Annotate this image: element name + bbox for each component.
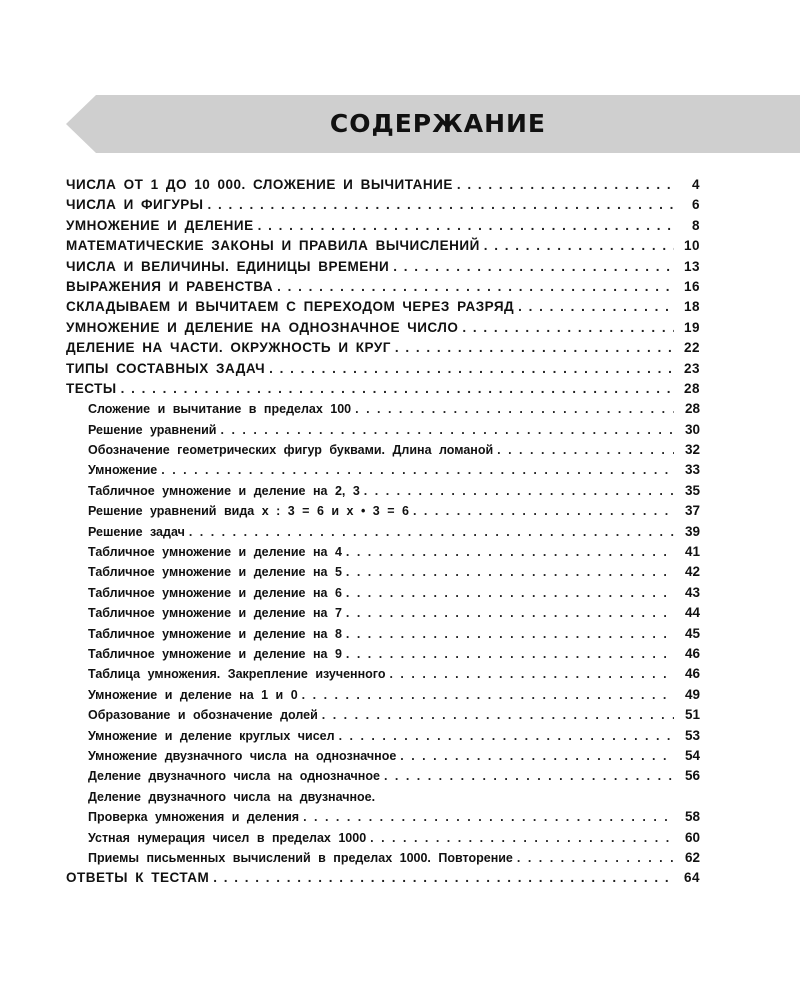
toc-page-number: 64 (683, 870, 700, 886)
toc-subsection-row[interactable] (66, 420, 700, 440)
toc-leader-dots (517, 848, 674, 868)
toc-leader-dots (370, 828, 674, 848)
toc-leader-dots (346, 562, 674, 582)
toc-entry-title: Приемы письменных вычислений в пределах 1000. Повторение (88, 850, 513, 865)
toc-page-number: 30 (684, 421, 700, 437)
toc-leader-dots (346, 583, 674, 603)
toc-section-row[interactable] (66, 236, 700, 256)
toc-entry-title: Деление двузначного числа на однозначное (88, 769, 380, 784)
toc-leader-dots (302, 685, 674, 705)
toc-leader-dots (346, 542, 674, 562)
toc-subsection-row[interactable] (66, 460, 700, 480)
toc-page-number: 45 (684, 625, 700, 641)
toc-section-row[interactable] (66, 338, 700, 358)
toc-page-number: 28 (683, 380, 700, 396)
toc-leader-dots (484, 236, 674, 256)
toc-entry-title: Табличное умножение и деление на 4 (88, 545, 342, 560)
toc-section-row[interactable] (66, 318, 700, 338)
toc-leader-dots (346, 644, 674, 664)
toc-subsection-row[interactable] (66, 522, 700, 542)
toc-entry-title: Сложение и вычитание в пределах 100 (88, 402, 352, 417)
toc-subsection-row[interactable] (66, 848, 700, 868)
toc-leader-dots (393, 257, 674, 277)
toc-entry-title: Табличное умножение и деление на 8 (88, 626, 342, 641)
toc-page-number: 32 (684, 442, 700, 458)
toc-subsection-row[interactable] (66, 787, 700, 807)
toc-leader-dots (355, 399, 674, 419)
toc-section-row[interactable] (66, 868, 700, 888)
toc-page-number: 16 (683, 278, 700, 294)
toc-leader-dots (258, 216, 674, 236)
toc-page-number: 6 (691, 197, 700, 213)
toc-leader-dots (161, 460, 674, 480)
toc-subsection-row[interactable] (66, 705, 700, 725)
toc-page-number: 44 (684, 605, 700, 621)
toc-leader-dots (277, 277, 674, 297)
toc-subsection-row[interactable] (66, 399, 700, 419)
toc-leader-dots (497, 440, 674, 460)
toc-entry-title: Табличное умножение и деление на 5 (88, 565, 342, 580)
toc-page-number: 42 (684, 564, 700, 580)
toc-entry-title: Решение задач (88, 524, 185, 539)
toc-leader-dots (339, 726, 674, 746)
toc-leader-dots (322, 705, 674, 725)
toc-subsection-row[interactable] (66, 685, 700, 705)
toc-page-number: 39 (684, 523, 700, 539)
toc-page-number: 53 (684, 727, 700, 743)
toc-page-number: 51 (684, 707, 700, 723)
toc-subsection-row[interactable] (66, 603, 700, 623)
toc-page-number: 28 (684, 401, 700, 417)
toc-entry-title: Умножение и деление на 1 и 0 (88, 687, 298, 702)
toc-page-number: 4 (691, 177, 700, 192)
toc-leader-dots (221, 420, 675, 440)
toc-entry-title: Обозначение геометрических фигур буквами. Длина ломаной (88, 443, 494, 458)
toc-leader-dots (189, 522, 674, 542)
toc-leader-dots (121, 379, 674, 399)
toc-section-row[interactable] (66, 359, 700, 379)
toc-entry-title: Умножение и деление круглых чисел (88, 728, 335, 743)
toc-page-number: 10 (683, 238, 700, 254)
toc-leader-dots (395, 338, 674, 358)
toc-leader-dots (269, 359, 674, 379)
toc-section-row[interactable] (66, 216, 700, 236)
toc-page-number: 41 (684, 544, 700, 560)
toc-entry-title: ЧИСЛА ОТ 1 ДО 10 000. СЛОЖЕНИЕ И ВЫЧИТАНИЕ (66, 177, 453, 192)
toc-entry-title: УМНОЖЕНИЕ И ДЕЛЕНИЕ (66, 217, 254, 233)
toc-entry-title: Решение уравнений (88, 422, 217, 437)
table-of-contents (66, 175, 700, 889)
toc-entry-title: Образование и обозначение долей (88, 708, 318, 723)
toc-leader-dots (400, 746, 674, 766)
toc-page-number: 46 (684, 645, 700, 661)
toc-subsection-row[interactable] (66, 828, 700, 848)
toc-page-number: 37 (684, 503, 700, 519)
toc-page-number: 19 (683, 319, 700, 335)
toc-page-number: 33 (684, 462, 700, 478)
toc-entry-title: СКЛАДЫВАЕМ И ВЫЧИТАЕМ С ПЕРЕХОДОМ ЧЕРЕЗ РАЗРЯД (66, 299, 515, 315)
toc-section-row[interactable] (66, 257, 700, 277)
toc-leader-dots (346, 603, 674, 623)
toc-entry-title: ДЕЛЕНИЕ НА ЧАСТИ. ОКРУЖНОСТЬ И КРУГ (66, 340, 391, 356)
toc-section-row[interactable] (66, 195, 700, 215)
toc-page-number: 23 (683, 360, 700, 376)
page-title: СОДЕРЖАНИЕ (329, 109, 546, 138)
toc-subsection-row[interactable] (66, 644, 700, 664)
toc-entry-title: ВЫРАЖЕНИЯ И РАВЕНСТВА (66, 278, 274, 294)
toc-entry-title: Умножение (88, 463, 158, 478)
toc-subsection-row[interactable] (66, 542, 700, 562)
toc-page-number: 46 (684, 666, 700, 682)
toc-subsection-row[interactable] (66, 746, 700, 766)
toc-section-row[interactable] (66, 297, 700, 317)
toc-entry-title: Устная нумерация чисел в пределах 1000 (88, 830, 367, 845)
toc-page-number: 43 (684, 584, 700, 600)
toc-entry-title: ТЕСТЫ (66, 380, 117, 396)
toc-page-number: 18 (683, 299, 700, 315)
toc-leader-dots (518, 297, 674, 317)
toc-page-number: 54 (684, 747, 700, 763)
toc-entry-title: Деление двузначного числа на двузначное. (88, 789, 376, 804)
toc-subsection-row[interactable] (66, 807, 700, 827)
toc-subsection-row[interactable] (66, 766, 700, 786)
toc-subsection-row[interactable] (66, 481, 700, 501)
toc-leader-dots (413, 501, 674, 521)
toc-entry-title: Решение уравнений вида x : 3 = 6 и x • 3 = 6 (88, 504, 409, 519)
toc-page-number: 35 (684, 482, 700, 498)
toc-entry-title: Табличное умножение и деление на 9 (88, 646, 342, 661)
toc-page-number: 8 (691, 217, 700, 233)
toc-subsection-row[interactable] (66, 624, 700, 644)
toc-entry-title: ТИПЫ СОСТАВНЫХ ЗАДАЧ (66, 360, 266, 376)
toc-page-number: 62 (684, 849, 700, 865)
toc-section-row[interactable] (66, 175, 700, 195)
toc-subsection-row[interactable] (66, 501, 700, 521)
toc-entry-title: МАТЕМАТИЧЕСКИЕ ЗАКОНЫ И ПРАВИЛА ВЫЧИСЛЕНИЙ (66, 238, 480, 254)
toc-page-number: 58 (684, 809, 700, 825)
toc-section-row[interactable] (66, 379, 700, 399)
toc-leader-dots (457, 175, 674, 195)
toc-section-row[interactable] (66, 277, 700, 297)
toc-page-number: 13 (683, 258, 700, 274)
toc-leader-dots (213, 868, 674, 888)
toc-leader-dots (303, 807, 674, 827)
toc-leader-dots (384, 766, 674, 786)
toc-leader-dots (462, 318, 674, 338)
toc-subsection-row[interactable] (66, 562, 700, 582)
toc-page-number: 56 (684, 768, 700, 784)
toc-leader-dots (346, 624, 674, 644)
toc-entry-title: Табличное умножение и деление на 7 (88, 606, 342, 621)
toc-page-number: 60 (684, 829, 700, 845)
toc-subsection-row[interactable] (66, 440, 700, 460)
toc-leader-dots (389, 664, 674, 684)
toc-entry-title: ОТВЕТЫ К ТЕСТАМ (66, 870, 210, 886)
toc-entry-title: Таблица умножения. Закрепление изученного (88, 667, 386, 682)
toc-entry-title: Табличное умножение и деление на 2, 3 (88, 483, 360, 498)
toc-subsection-row[interactable] (66, 726, 700, 746)
toc-subsection-row[interactable] (66, 664, 700, 684)
toc-entry-title: ЧИСЛА И ФИГУРЫ (66, 197, 204, 213)
toc-entry-title: Проверка умножения и деления (88, 810, 300, 825)
toc-entry-title: УМНОЖЕНИЕ И ДЕЛЕНИЕ НА ОДНОЗНАЧНОЕ ЧИСЛО (66, 319, 459, 335)
toc-page-number: 49 (684, 686, 700, 702)
toc-page-number: 22 (683, 340, 700, 356)
toc-entry-title: Умножение двузначного числа на однозначное (88, 748, 397, 763)
toc-entry-title: ЧИСЛА И ВЕЛИЧИНЫ. ЕДИНИЦЫ ВРЕМЕНИ (66, 258, 390, 274)
toc-subsection-row[interactable] (66, 583, 700, 603)
toc-entry-title: Табличное умножение и деление на 6 (88, 585, 342, 600)
toc-leader-dots (364, 481, 674, 501)
toc-leader-dots (208, 195, 674, 215)
